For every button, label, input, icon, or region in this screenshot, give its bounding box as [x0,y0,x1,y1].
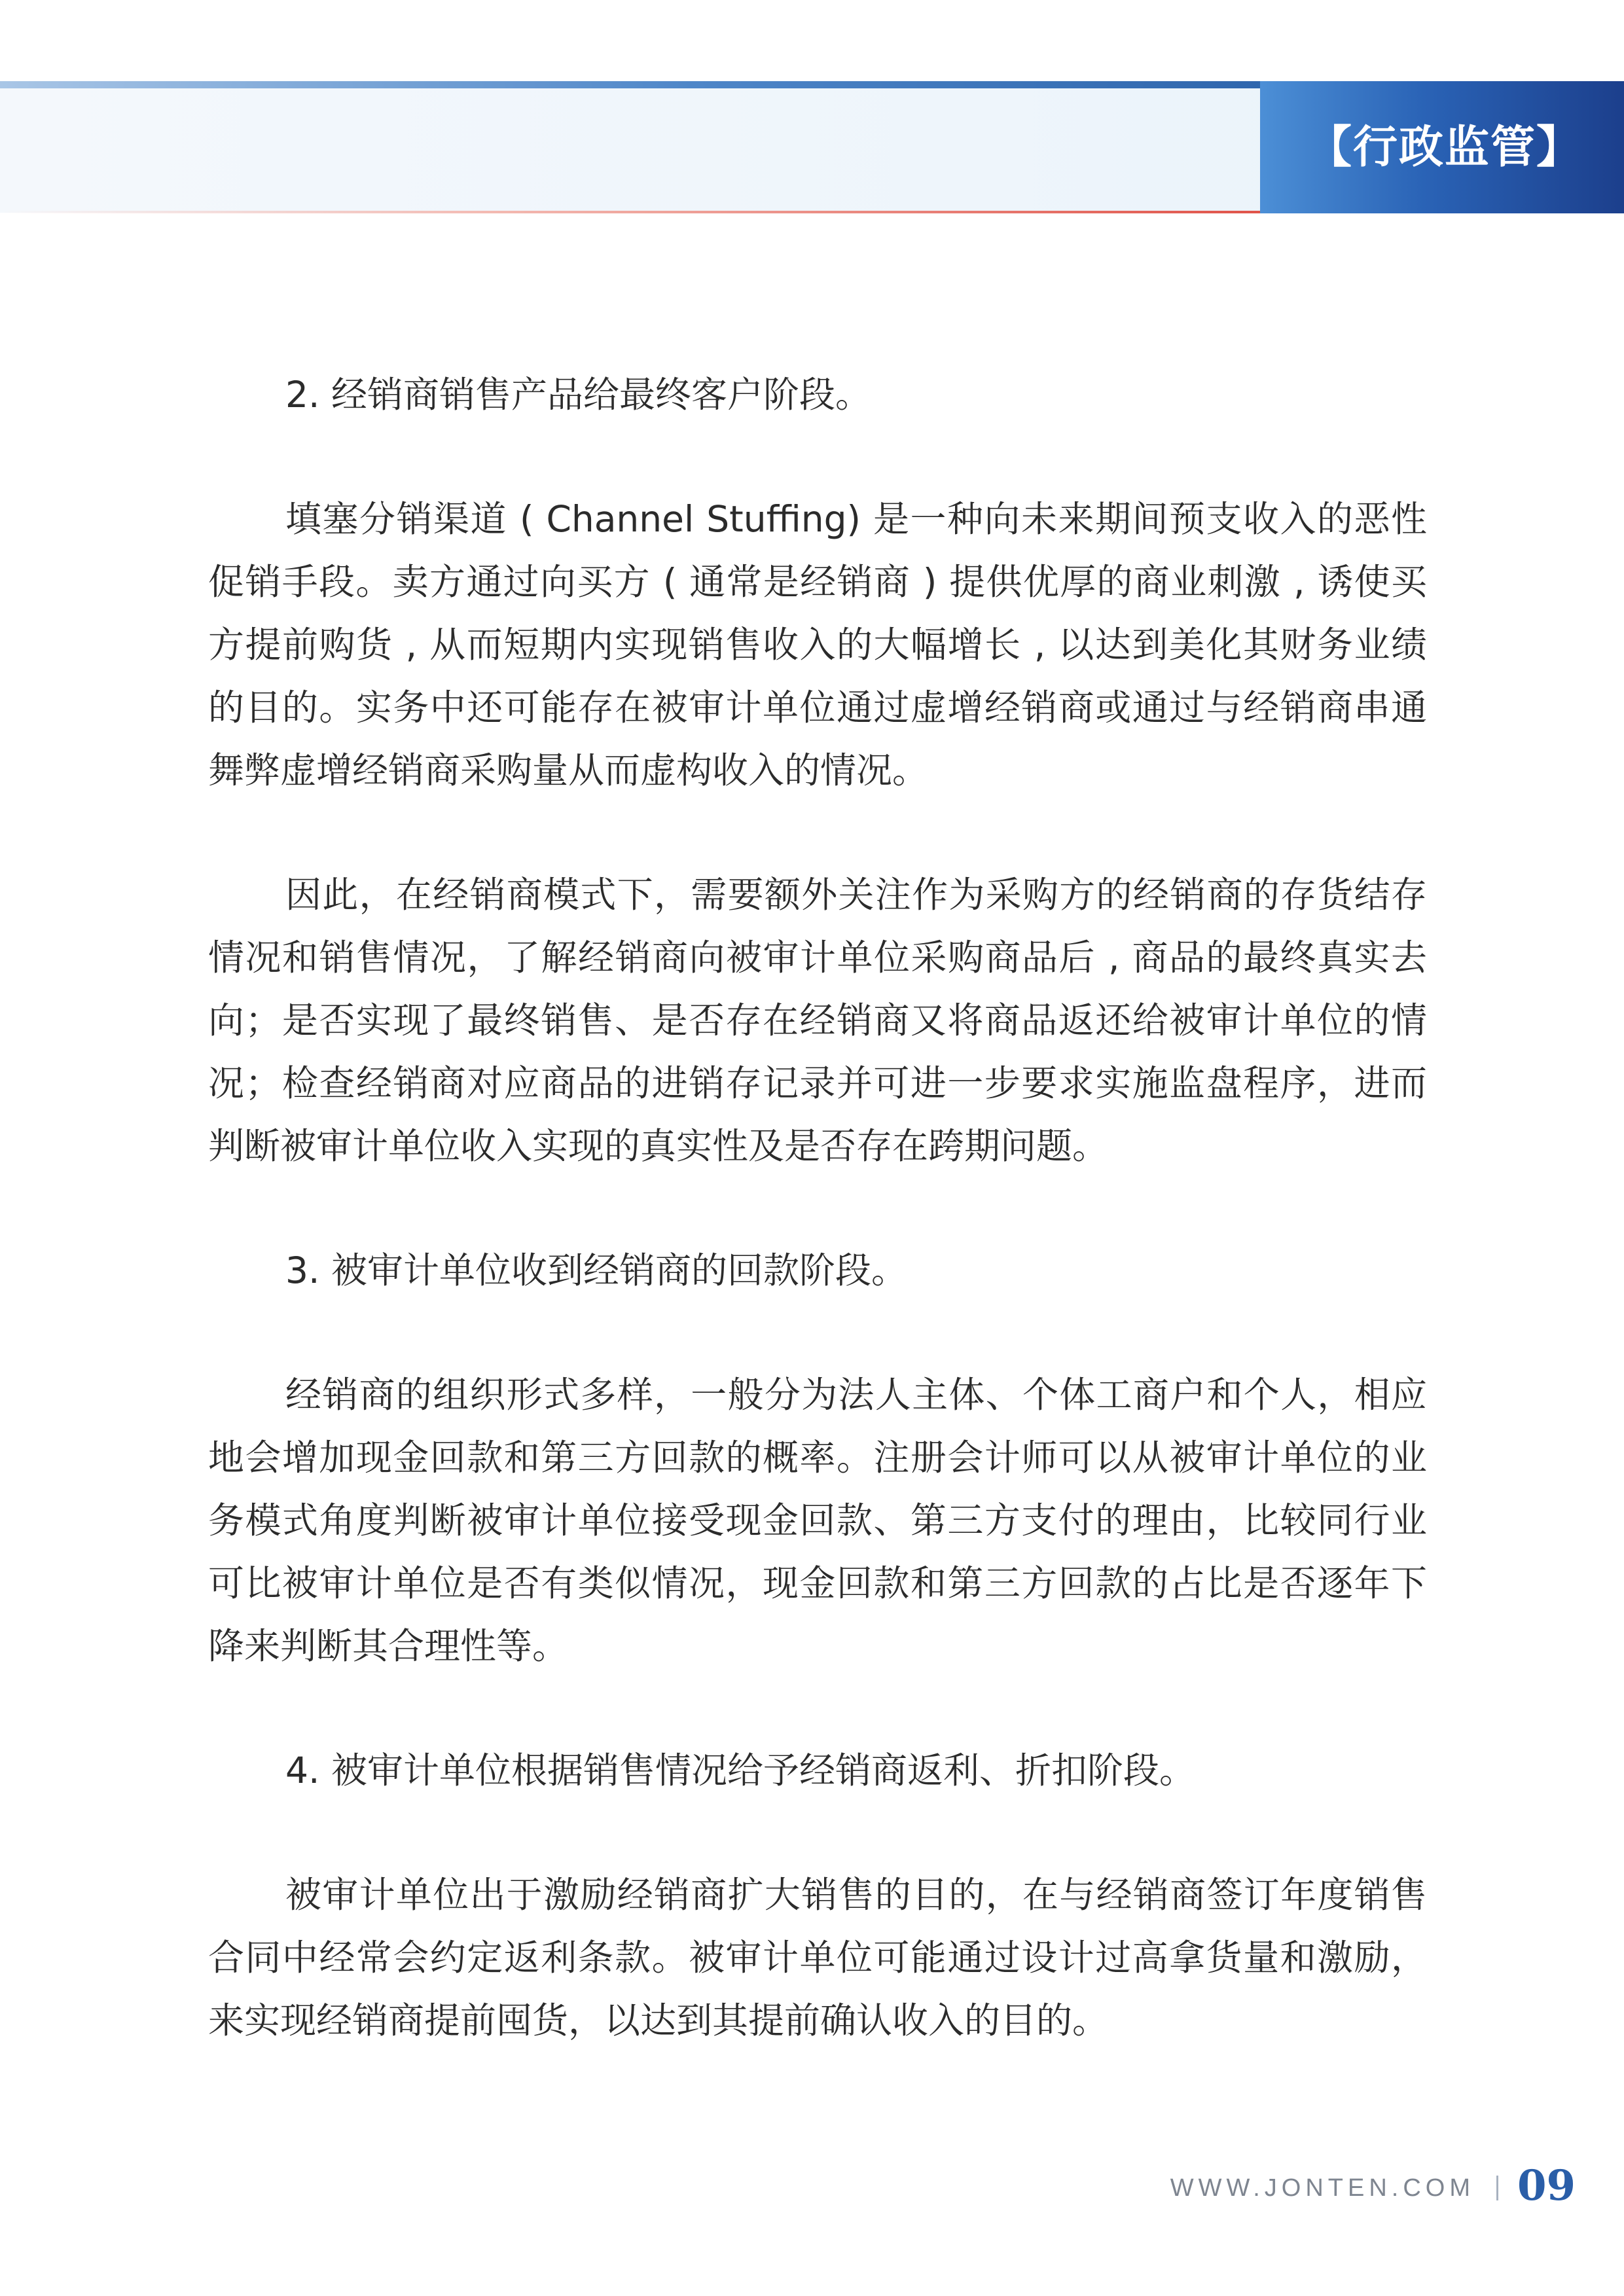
paragraph-payment-forms: 经销商的组织形式多样，一般分为法人主体、个体工商户和个人，相应地会增加现金回款和第三方回款的概率。注册会计师可以从被审计单位的业务模式角度判断被审计单位接受现金回款、第三方支付的理由，比较同行业可比被审计单位是否有类似情况，现金回款和第三方回款的占比是否逐年下降来判断其合理性等。 [208,1374,1427,1667]
paragraph-rebate-terms: 被审计单位出于激励经销商扩大销售的目的，在与经销商签订年度销售合同中经常会约定返利条款。被审计单位可能通过设计过高拿货量和激励，来实现经销商提前囤货，以达到其提前确认收入的目的。 [208,1874,1427,2041]
paragraph-heading-3: 3. 被审计单位收到经销商的回款阶段。 [285,1249,907,1291]
footer-divider [1496,2176,1498,2200]
paragraph-distributor-inventory: 因此，在经销商模式下，需要额外关注作为采购方的经销商的存货结存情况和销售情况，了解经销商向被审计单位采购商品后 , 商品的最终真实去向；是否实现了最终销售、是否存在经销商又将商品返还给被审计单位的情况；检查经销商对应商品的进销存记录并可进一步要求实施监盘程序，进而判断被审计单位收入实现的真实性及是否存在跨期问题。 [208,874,1427,1167]
paragraph-heading-2: 2. 经销商销售产品给最终客户阶段。 [285,374,871,416]
paragraph-heading-4: 4. 被审计单位根据销售情况给予经销商返利、折扣阶段。 [285,1749,1195,1791]
page-number: 09 [1517,2161,1576,2210]
section-tag: 【行政监管】 [1260,81,1624,213]
header-top-accent-line [0,81,1260,88]
header-bottom-accent-line [0,211,1260,213]
footer-website-url: WWW.JONTEN.COM [1170,2174,1475,2202]
article-body [208,363,1427,2052]
paragraph-channel-stuffing: 填塞分销渠道 ( Channel Stuffing) 是一种向未来期间预支收入的恶性促销手段。卖方通过向买方 ( 通常是经销商 ) 提供优厚的商业刺激 , 诱使买方提前购货 , 从而短期内实现销售收入的大幅增长 , 以达到美化其财务业绩的目的。实务中还可能存在被审计单位通过虚增经销商或通过与经销商串通舞弊虚增经销商采购量从而虚构收入的情况。 [208,498,1427,791]
